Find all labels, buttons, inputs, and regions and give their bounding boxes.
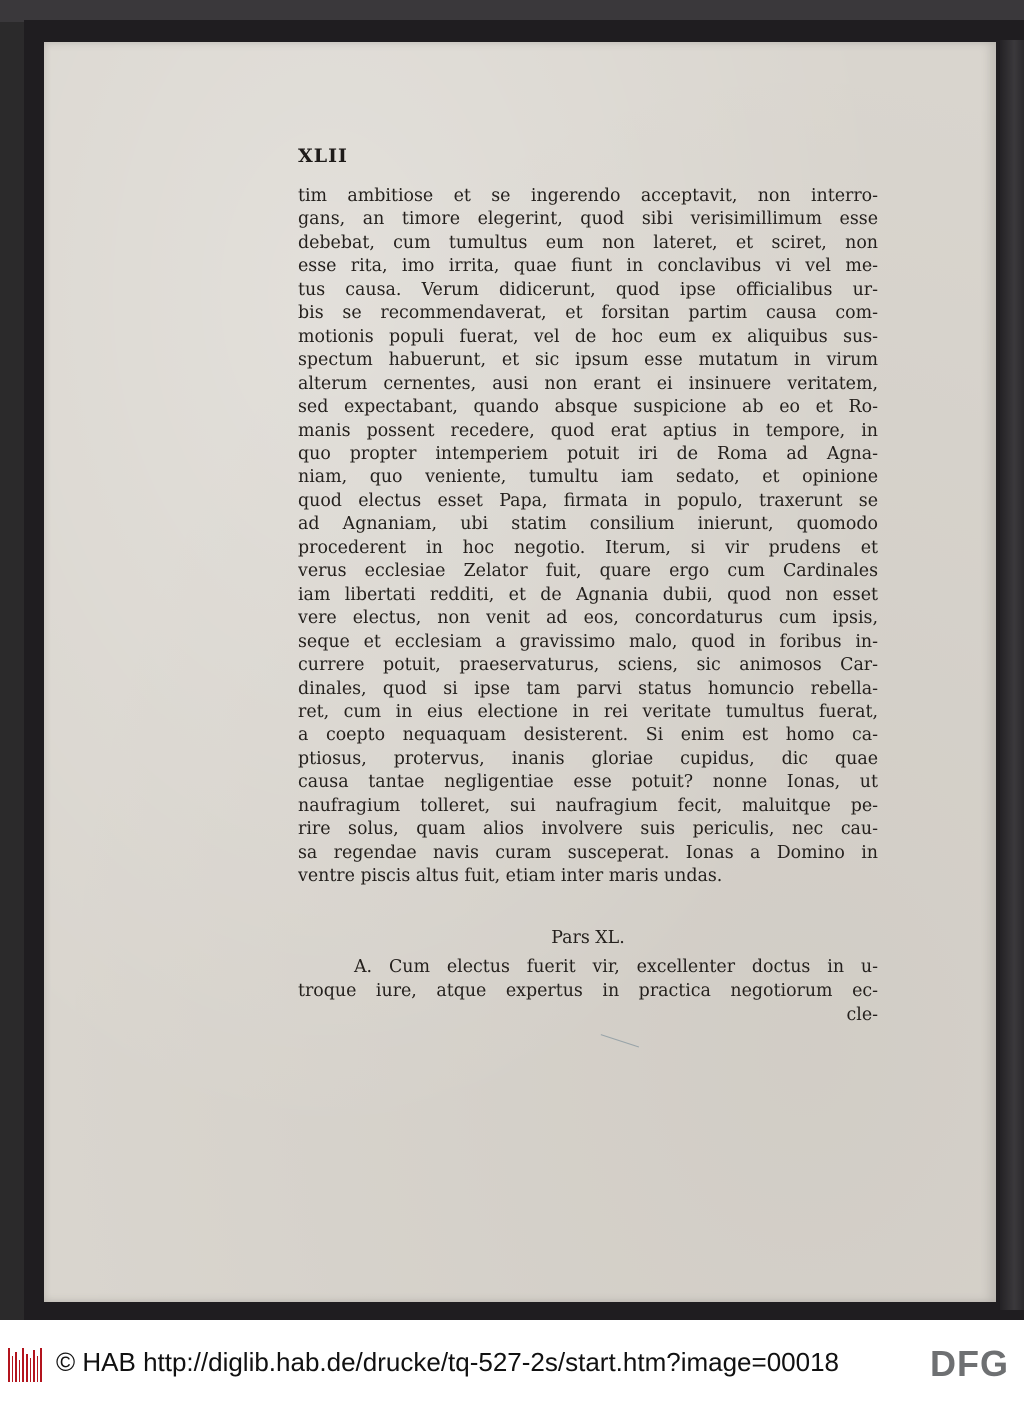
page-number: XLII: [298, 145, 348, 167]
text-line: troque iure, atque expertus in practica negotiorum ec-: [298, 981, 878, 1001]
text-line: sed expectabant, quando absque suspicione ab eo et Ro-: [298, 397, 878, 418]
text-line: dinales, quod si ipse tam parvi status homuncio rebella-: [298, 678, 878, 699]
text-line: causa tantae negligentiae esse potuit? nonne Ionas, ut: [298, 772, 878, 793]
text-line: procederent in hoc negotio. Iterum, si vir prudens et: [298, 537, 878, 558]
text-line: naufragium tolleret, sui naufragium fecit, maluitque pe-: [298, 795, 878, 816]
text-line: spectum habuerunt, et sic ipsum esse mutatum in virum: [298, 350, 878, 371]
text-line: esse rita, imo irrita, quae fiunt in conclavibus vi vel me-: [298, 256, 878, 277]
text-line: A. Cum electus fuerit vir, excellenter doctus in u-: [354, 957, 878, 977]
text-line: ad Agnaniam, ubi statim consilium inierunt, quomodo: [298, 514, 878, 535]
book-right-edge: [1000, 40, 1024, 1310]
text-line: quo propter intemperiem potuit iri de Roma ad Agna-: [298, 443, 878, 464]
logo-bar: [19, 1360, 21, 1382]
text-line: a coepto nequaquam desisterent. Si enim est homo ca-: [298, 725, 878, 746]
text-line: sa regendae navis curam susceperat. Ionas a Domino in: [298, 842, 878, 863]
text-line: ptiosus, protervus, inanis gloriae cupidus, dic quae: [298, 748, 878, 769]
logo-bar: [15, 1352, 17, 1382]
text-line: niam, quo veniente, tumultu iam sedato, et opinione: [298, 467, 878, 488]
text-line: alterum cernentes, ausi non erant ei insinuere veritatem,: [298, 373, 878, 394]
text-line: gans, an timore elegerint, quod sibi verisimillimum esse: [298, 209, 878, 230]
section-heading: Pars XL.: [551, 928, 625, 948]
logo-bar: [30, 1358, 32, 1382]
logo-bar: [26, 1354, 28, 1382]
text-line: verus ecclesiae Zelator fuit, quare ergo cum Cardinales: [298, 561, 878, 582]
text-line: manis possent recedere, quod erat aptius in tempore, in: [298, 420, 878, 441]
text-line: debebat, cum tumultus eum non lateret, et sciret, non: [298, 232, 878, 253]
viewer-top-bar: [0, 0, 1024, 22]
text-line: tus causa. Verum didicerunt, quod ipse officialibus ur-: [298, 279, 878, 300]
text-line: tim ambitiose et se ingerendo acceptavit, non interro-: [298, 186, 878, 206]
text-line: bis se recommendaverat, et forsitan partim causa com-: [298, 303, 878, 324]
text-line: seque et ecclesiam a gravissimo malo, quod in foribus in-: [298, 631, 878, 652]
text-line: vere electus, non venit ad eos, concordaturus cum ipsis,: [298, 608, 878, 629]
hab-logo-icon: [8, 1348, 42, 1382]
dfg-logo: DFG: [930, 1343, 1009, 1384]
section-text: [298, 955, 878, 1027]
text-line: ventre piscis altus fuit, etiam inter maris undas.: [298, 866, 723, 887]
text-line: rire solus, quam alios involvere suis periculis, nec cau-: [298, 819, 878, 840]
body-text: [298, 185, 878, 889]
text-line: ret, cum in eius electione in rei veritate tumultus fuerat,: [298, 701, 878, 722]
logo-bar: [33, 1350, 35, 1382]
copyright-link[interactable]: © HAB http://diglib.hab.de/drucke/tq-527-2s/start.htm?image=00018: [56, 1347, 839, 1377]
text-line: iam libertati redditi, et de Agnania dubii, quod non esset: [298, 584, 878, 605]
catchword: cle-: [846, 1005, 878, 1025]
text-line: quod electus esset Papa, firmata in populo, traxerunt se: [298, 490, 878, 511]
logo-bar: [37, 1356, 39, 1382]
logo-bar: [40, 1348, 42, 1382]
text-line: motionis populi fuerat, vel de hoc eum ex aliquibus sus-: [298, 326, 878, 347]
logo-bar: [8, 1348, 10, 1382]
text-line: currere potuit, praeservaturus, sciens, sic animosos Car-: [298, 655, 878, 676]
logo-bar: [22, 1348, 24, 1382]
logo-bar: [12, 1356, 14, 1382]
